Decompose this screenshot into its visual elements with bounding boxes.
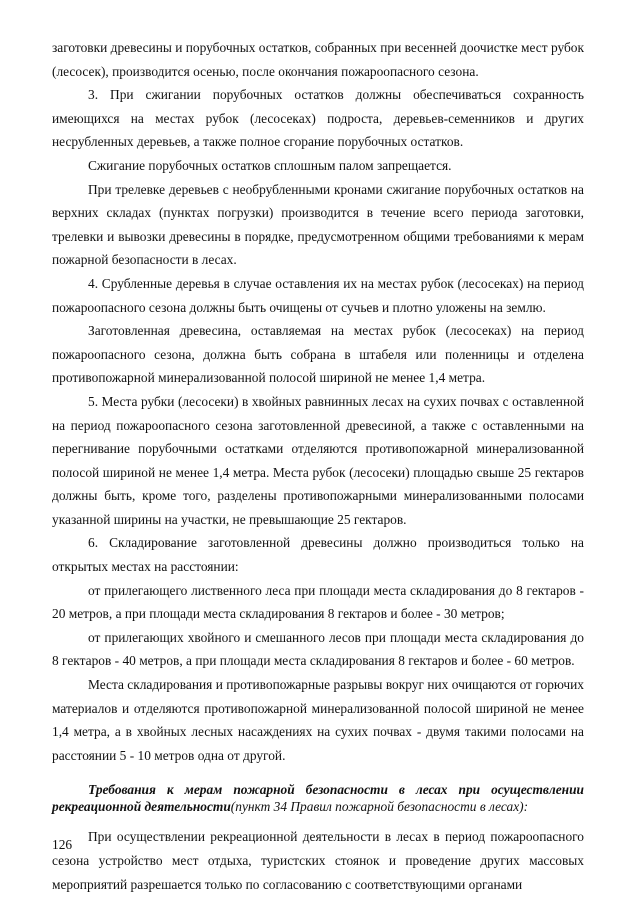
paragraph: 6. Складирование заготовленной древесины должно производиться только на открытых местах на расстоянии: bbox=[52, 535, 584, 575]
section-heading bbox=[52, 781, 584, 815]
paragraph: 5. Места рубки (лесосеки) в хвойных равнинных лесах на сухих почвах с оставленной на период пожароопасного сезона заготовленной древесиной, а также с оставленными на перегнивание порубочными остатками отделяются противопожарной минерализованной полосой шириной не менее 1,4 метра. Места рубок (лесосеки) площадью свыше 25 гектаров должны быть, кроме того, разделены противопожарными минерализованными полосами указанной ширины на участки, не превышающие 25 гектаров. bbox=[52, 393, 584, 527]
section-heading-note: (пункт 34 Правил пожарной безопасности в лесах): bbox=[230, 799, 529, 815]
paragraph: При трелевке деревьев с необрубленными кронами сжигание порубочных остатков на верхних складах (пунктах погрузки) производится в течение всего периода заготовки, трелевки и вывозки древесины в порядке, предусмотренном общими требованиями к мерам пожарной безопасности в лесах. bbox=[52, 181, 584, 268]
paragraph: Заготовленная древесина, оставляемая на местах рубок (лесосеках) на период пожароопасного сезона, должна быть собрана в штабеля или поленницы и отделена противопожарной минерализованной полосой шириной не менее 1,4 метра. bbox=[52, 323, 584, 386]
paragraph: от прилегающего лиственного леса при площади места складирования до 8 гектаров - 20 метров, а при площади места складирования 8 гектаров и более - 30 метров; bbox=[52, 582, 584, 622]
section-heading-title: Требования к мерам пожарной безопасности в лесах при осуществлении рекреационной деятельности bbox=[52, 782, 584, 815]
paragraph: 4. Срубленные деревья в случае оставления их на местах рубок (лесосеках) на период пожароопасного сезона должны быть очищены от сучьев и плотно уложены на землю. bbox=[52, 275, 584, 315]
page-number: 126 bbox=[52, 837, 73, 852]
paragraph: Сжигание порубочных остатков сплошным палом запрещается. bbox=[88, 157, 452, 173]
paragraph: от прилегающих хвойного и смешанного лесов при площади места складирования до 8 гектаров - 40 метров, а при площади места складирования 8 гектаров и более - 60 метров. bbox=[52, 629, 584, 669]
paragraph: 3. При сжигании порубочных остатков должны обеспечиваться сохранность имеющихся на местах рубок (лесосеках) подроста, деревьев-семенников и других несрубленных деревьев, а также полное сгорание порубочных остатков. bbox=[52, 87, 584, 150]
paragraph: Места складирования и противопожарные разрывы вокруг них очищаются от горючих материалов и отделяются противопожарной минерализованной полосой шириной не менее 1,4 метра, а в хвойных лесных насаждениях на сухих почвах - двумя такими полосами на расстоянии 5 - 10 метров одна от другой. bbox=[52, 677, 584, 763]
closing-paragraph: При осуществлении рекреационной деятельности в лесах в период пожароопасного сезона устройство мест отдыха, туристских стоянок и проведение других массовых мероприятий разрешается только по согласованию с соответствующими органами bbox=[52, 829, 584, 892]
body-text bbox=[52, 36, 584, 896]
paragraph: заготовки древесины и порубочных остатков, собранных при весенней доочистке мест рубок (лесосек), производится осенью, после окончания пожароопасного сезона. bbox=[52, 40, 584, 79]
